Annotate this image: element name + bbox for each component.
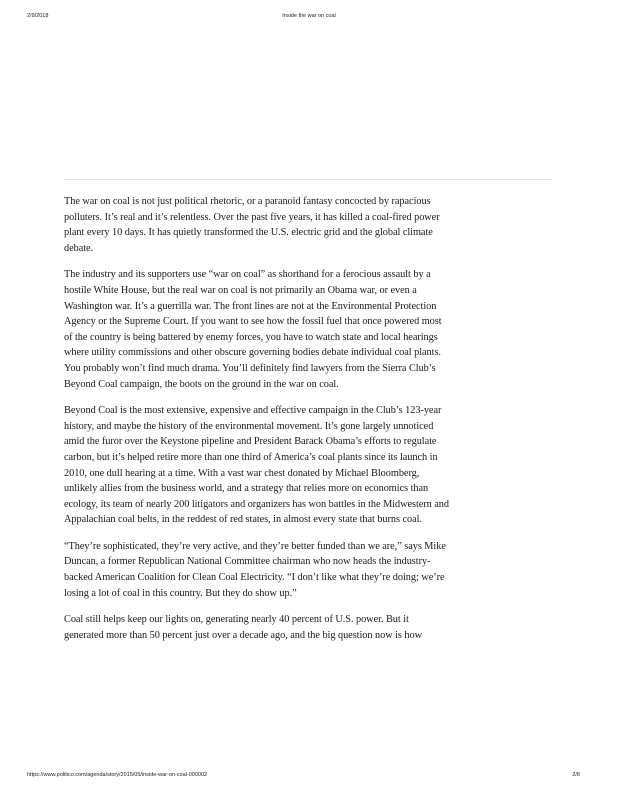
section-divider [64, 179, 552, 180]
page-number: 2/8 [572, 772, 580, 778]
print-page-title: Inside the war on coal [282, 13, 336, 19]
article-paragraph: Coal still helps keep our lights on, generating nearly 40 percent of U.S. power. But it generated more than 50 percent just over a decade ago, and the big question now is how [64, 614, 422, 641]
article-paragraph: Beyond Coal is the most extensive, expensive and effective campaign in the Club’s 123-year history, and maybe the history of the environmental movement. It’s gone largely unnoticed amid the furor over the Keystone pipeline and President Barack Obama’s efforts to regulate carbon, but it’s helped retire more than one third of America’s coal plants since its launch in 2010, one dull hearing at a time. With a vast war chest donated by Michael Bloomberg, unlikely allies from the business world, and a strategy that relies more on economics than ecology, its team of nearly 200 litigators and organizers has won battles in the Midwestern and Appalachian coal belts, in the reddest of red states, in almost every state that burns coal. [64, 405, 450, 526]
article-paragraph: The war on coal is not just political rhetoric, or a paranoid fantasy concocted by rapacious polluters. It’s real and it’s relentless. Over the past five years, it has killed a coal-fired power plant every 10 days. It has quietly transformed the U.S. electric grid and the global climate debate. [64, 196, 440, 254]
print-footer [0, 772, 618, 782]
print-header [0, 13, 618, 23]
article-paragraph: “They’re sophisticated, they’re very active, and they’re better funded than we are,” says Mike Duncan, a former Republican National Committee chairman who now heads the industry-backed American Coalition for Clean Coal Electricity. “I don’t like what they’re doing; we’re losing a lot of coal in this country. But they do show up.” [64, 540, 446, 599]
source-url: https://www.politico.com/agenda/story/2015/05/inside-war-on-coal-000002 [27, 772, 208, 778]
print-date: 2/9/2018 [27, 13, 49, 19]
article-body [64, 194, 450, 654]
article-paragraph: The industry and its supporters use “war on coal” as shorthand for a ferocious assault by a hostile White House, but the real war on coal is not primarily an Obama war, or even a Washington war. It’s a guerrilla war. The front lines are not at the Environmental Protection Agency or the Supreme Court. If you want to see how the fossil fuel that once powered most of the country is being battered by enemy forces, you have to watch state and local hearings where utility commissions and other obscure governing bodies debate individual coal plants. You probably won’t find much drama. You’ll definitely find lawyers from the Sierra Club’s Beyond Coal campaign, the boots on the ground in the war on coal. [64, 269, 442, 390]
